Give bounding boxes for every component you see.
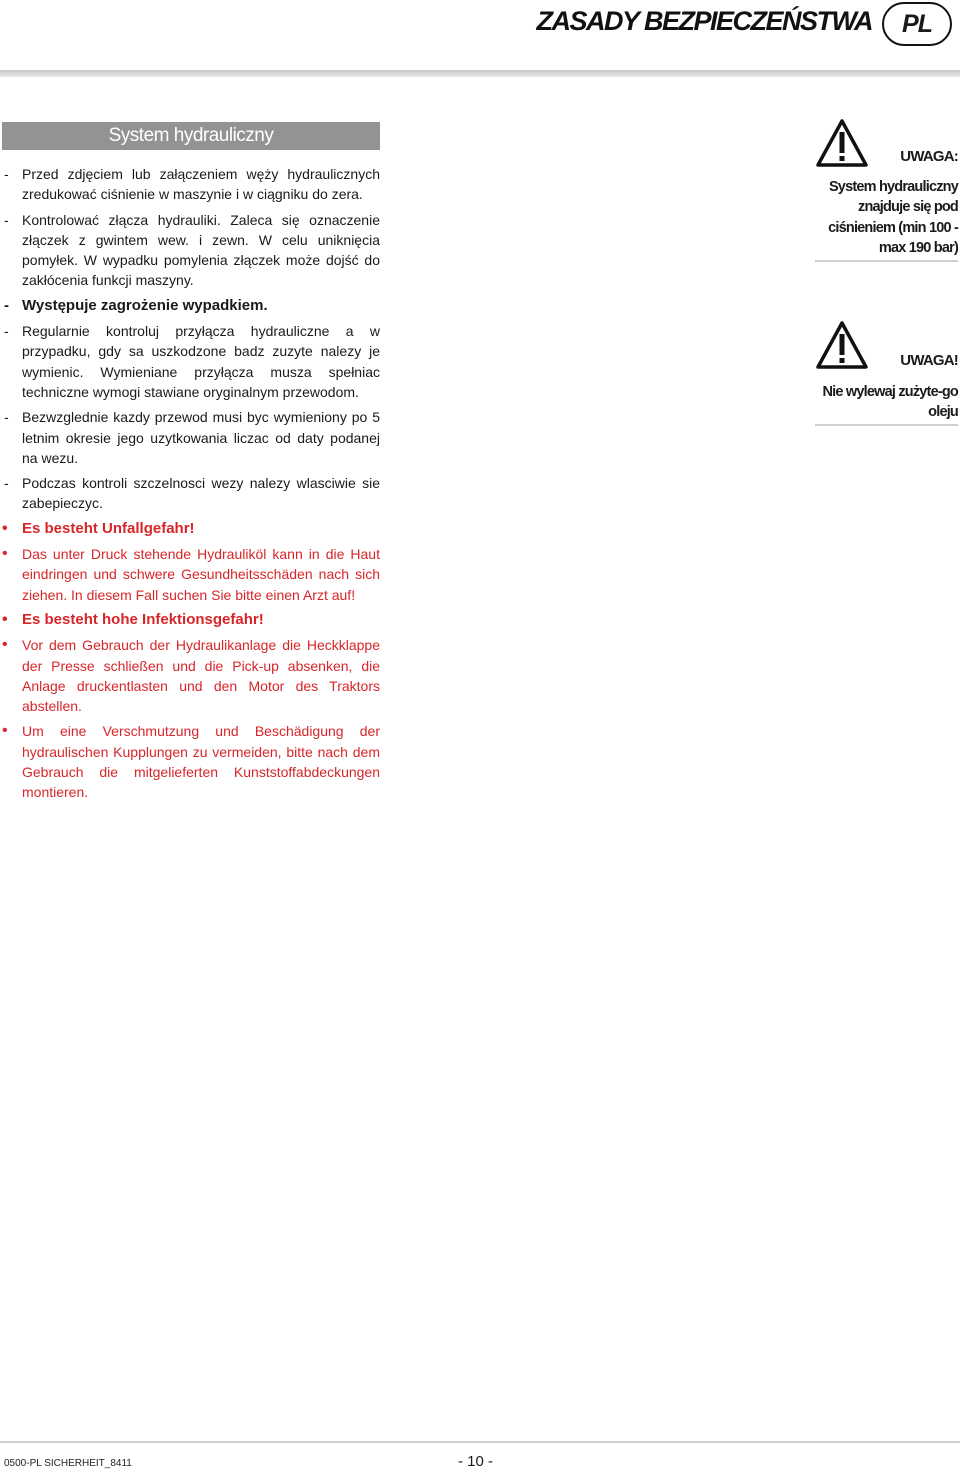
footer-divider [0, 1441, 960, 1443]
warning-box-oil [815, 320, 958, 430]
document-code: 0500-PL SICHERHEIT_8411 [4, 1458, 132, 1469]
warning-text: System hydrauliczny znajduje się pod ciśnieniem (min 100 - max 190 bar) [828, 179, 958, 256]
list-item [0, 721, 380, 802]
warning-triangle-icon [815, 320, 869, 370]
list-item-text: Vor dem Gebrauch der Hydraulikanlage die Heckklappe der Presse schließen und die Pick-up absenken, die Anlage druckentlasten und den Motor des Traktors abstellen. [22, 637, 380, 715]
list-item [0, 210, 380, 291]
list-marker: • [2, 636, 8, 654]
list-item-text: Es besteht Unfallgefahr! [22, 519, 195, 537]
list-item [0, 519, 380, 539]
warning-box-pressure [815, 118, 958, 264]
list-item-text: Przed zdjęciem lub załączeniem węży hydraulicznych zredukować ciśnienie w maszynie i w ciągniku do zera. [22, 166, 380, 203]
language-badge: PL [882, 2, 952, 46]
list-marker: • [2, 519, 8, 537]
list-marker: - [4, 475, 9, 492]
page-number: - 10 - [458, 1453, 494, 1470]
list-item [0, 321, 380, 402]
list-item [0, 610, 380, 630]
list-item [0, 164, 380, 205]
list-item [0, 544, 380, 605]
section-title: System hydrauliczny [2, 122, 380, 150]
list-item [0, 407, 380, 468]
list-marker: - [4, 323, 9, 340]
list-item-text: Występuje zagrożenie wypadkiem. [22, 296, 268, 314]
warning-triangle-icon [815, 118, 869, 168]
header-divider [0, 70, 960, 77]
list-item-text: Um eine Verschmutzung und Beschädigung der hydraulischen Kupplungen zu vermeiden, bitte nach dem Gebrauch die mitgelieferten Kunststoffabdeckungen montieren. [22, 723, 380, 801]
list-item-text: Kontrolować złącza hydrauliki. Zaleca się oznaczenie złączek z gwintem wew. i zewn. W celu uniknięcia pomyłek. W wypadku pomylenia złączek może dojść do zakłócenia funkcji maszyny. [22, 211, 380, 289]
list-marker: - [4, 211, 9, 228]
list-item [0, 635, 380, 716]
list-item-text: Es besteht hohe Infektionsgefahr! [22, 610, 264, 628]
list-item-text: Bezwzglednie kazdy przewod musi byc wymieniony po 5 letnim okresie jego uzytkowania liczac od daty podanej na wezu. [22, 409, 380, 466]
list-item-text: Podczas kontroli szczelnosci wezy nalezy wlasciwie sie zabepieczyc. [22, 475, 380, 512]
list-item [0, 473, 380, 514]
list-item [0, 296, 380, 316]
warning-divider [815, 260, 958, 262]
list-marker: • [2, 722, 8, 740]
list-marker: - [4, 166, 9, 182]
list-marker: - [4, 296, 9, 314]
list-item-text: Das unter Druck stehende Hydrauliköl kann in die Haut eindringen und schwere Gesundheitsschäden nach sich ziehen. In diesem Fall suchen Sie bitte einen Arzt auf! [22, 546, 380, 603]
warning-divider [815, 424, 958, 426]
instruction-list [0, 164, 380, 808]
list-marker: - [4, 409, 9, 426]
list-item-text: Regularnie kontroluj przyłącza hydrauliczne a w przypadku, gdy sa uszkodzone badz zuzyte nalezy je wymienic. Wymieniane przyłącza musza spełniac techniczne wymogi stawiane oryginalnym przewodom. [22, 323, 380, 400]
page-title: ZASADY BEZPIECZEŃSTWA [536, 6, 872, 36]
warning-label: UWAGA: [900, 148, 958, 165]
warning-text: Nie wylewaj zużyte-go oleju [822, 384, 958, 421]
list-marker: • [2, 545, 8, 563]
list-marker: • [2, 610, 8, 628]
warning-label: UWAGA! [900, 352, 958, 369]
